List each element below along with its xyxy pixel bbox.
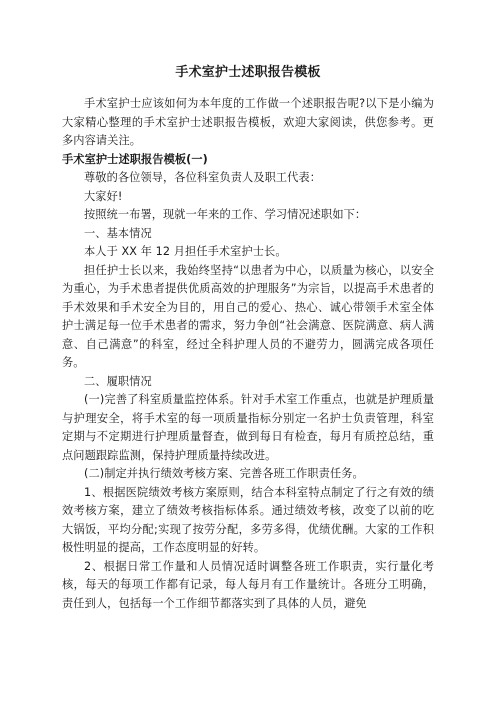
document-body: [62, 95, 434, 613]
body-paragraph: 按照统一布署，现就一年来的工作、学习情况述职如下：: [84, 208, 367, 221]
body-paragraph: (二)制定并执行绩效考核方案、完善各班工作职责任务。: [84, 467, 364, 480]
intro-paragraph: 手术室护士应该如何为本年度的工作做一个述职报告呢?以下是小编为大家精心整理的手术室护士述职报告模板，欢迎大家阅读，供您参考。更多内容请关注。: [62, 97, 434, 147]
subheading-basic-info: 一、基本情况: [84, 226, 152, 240]
section-heading: 手术室护士述职报告模板(一): [62, 152, 208, 166]
body-paragraph: 担任护士长以来，我始终坚持“以患者为中心，以质量为核心，以安全为重心，为手术患者提供优质高效的护理服务”为宗旨，以提高手术患者的手术效果和手术安全为目的，用自己的爱心、热心、诚心带领手术室全体护士满足每一位手术患者的需求，努力争创“社会满意、医院满意、病人满意、自己满意”的科室，经过全科护理人员的不避劳力，圆满完成各项任务。: [62, 263, 434, 369]
greeting: 大家好!: [84, 189, 123, 203]
subheading-duties: 二、履职情况: [84, 374, 152, 388]
body-paragraph: (一)完善了科室质量监控体系。针对手术室工作重点，也就是护理质量与护理安全，将手术室的每一项质量指标分别定一名护士负责管理，科室定期与不定期进行护理质量督查，做到每日有检查，每月有质控总结，重点问题跟踪监测，保持护理质量持续改进。: [62, 393, 434, 462]
document-title: 手术室护士述职报告模板: [175, 65, 321, 80]
body-paragraph: 1、根据医院绩效考核方案原则，结合本科室特点制定了行之有效的绩效考核方案，建立了绩效考核指标体系。通过绩效考核，改变了以前的吃大锅饭，平均分配;实现了按劳分配，多劳多得，优绩优酬。大家的工作积极性明显的提高，工作态度明显的好转。: [62, 485, 434, 554]
body-paragraph: 本人于 XX 年 12 月担任手术室护士长。: [84, 245, 287, 258]
salutation: 尊敬的各位领导，各位科室负责人及职工代表：: [84, 171, 322, 184]
body-paragraph: 2、根据日常工作量和人员情况适时调整各班工作职责，实行量化考核，每天的每项工作都有记录，每人每月有工作量统计。各班分工明确，责任到人，包括每一个工作细节都落实到了具体的人员，避免: [62, 559, 434, 610]
